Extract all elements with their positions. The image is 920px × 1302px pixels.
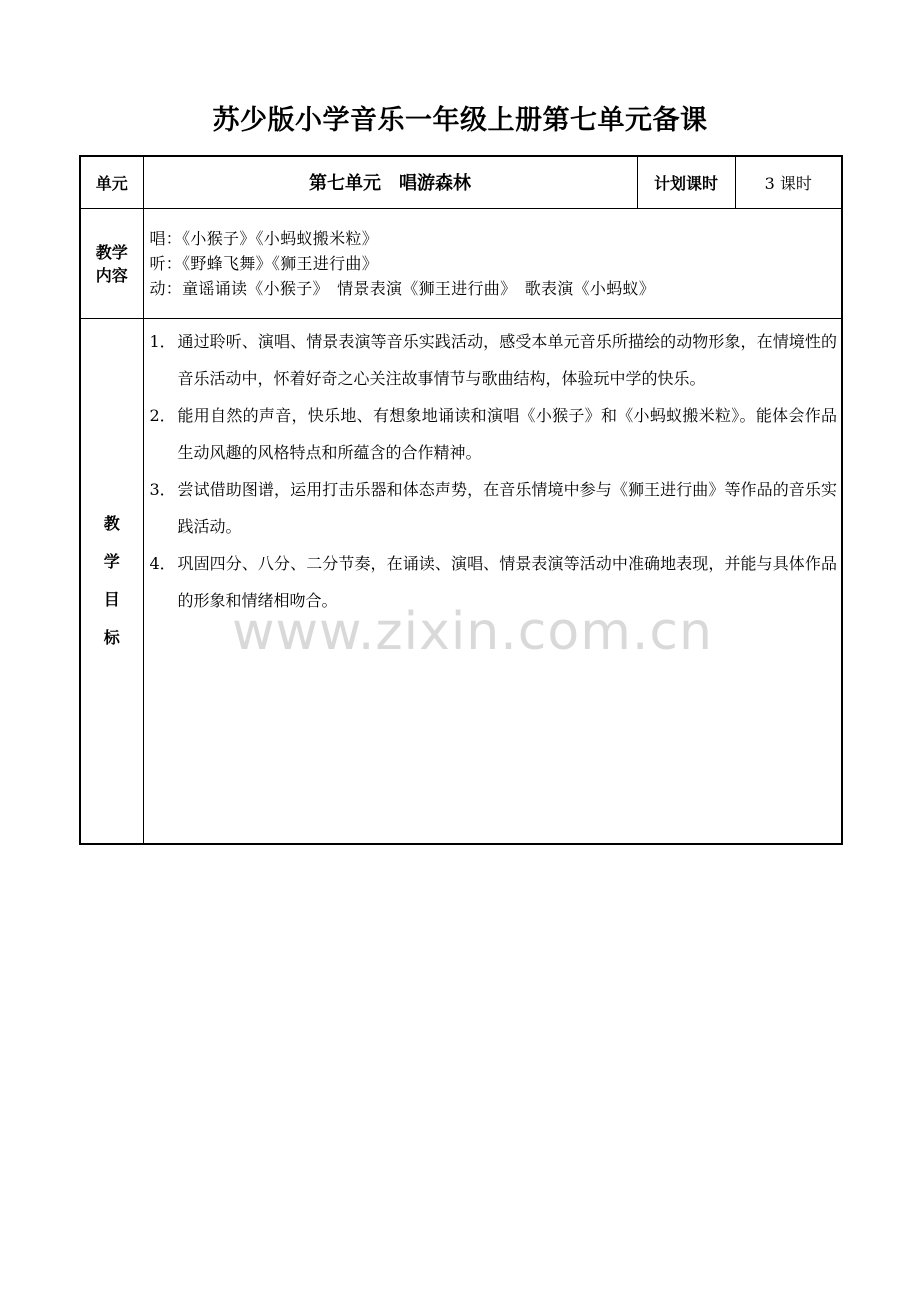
goal-item	[150, 397, 838, 471]
goals-label-char: 教	[103, 513, 120, 533]
goal-text: 能用自然的声音，快乐地、有想象地诵读和演唱《小猴子》和《小蚂蚁搬米粒》。能体会作品生动风趣的风格特点和所蕴含的合作精神。	[177, 405, 837, 462]
page-title: 苏少版小学音乐一年级上册第七单元备课	[212, 105, 708, 136]
teaching-content-row	[80, 208, 842, 318]
teaching-content-label	[80, 208, 143, 318]
teaching-goals-label	[80, 318, 143, 844]
goals-label-char: 标	[103, 627, 120, 647]
goal-number: 3．	[149, 479, 176, 499]
goal-item	[150, 471, 838, 545]
planned-hours-value: 3 课时	[735, 156, 842, 208]
unit-row	[80, 156, 842, 208]
teaching-content-body	[143, 208, 842, 318]
planned-hours-label: 计划课时	[637, 156, 735, 208]
goal-text: 巩固四分、八分、二分节奏，在诵读、演唱、情景表演等活动中准确地表现，并能与具体作品的形象和情绪相吻合。	[177, 553, 837, 610]
unit-title: 第七单元 唱游森林	[143, 156, 637, 208]
lesson-plan-table	[79, 155, 843, 845]
content-line-listen: 听：《野蜂飞舞》《狮王进行曲》	[149, 253, 379, 273]
watermark: www.zixin.com.cn	[232, 602, 713, 662]
content-line-sing: 唱：《小猴子》《小蚂蚁搬米粒》	[149, 228, 379, 248]
goal-number: 1．	[149, 331, 176, 351]
goal-text: 通过聆听、演唱、情景表演等音乐实践活动，感受本单元音乐所描绘的动物形象，在情境性的音乐活动中，怀着好奇之心关注故事情节与歌曲结构，体验玩中学的快乐。	[177, 331, 837, 388]
goal-number: 2．	[149, 405, 176, 425]
teaching-goals-row	[80, 318, 842, 844]
goals-label-char: 学	[103, 551, 120, 571]
goal-item	[150, 323, 838, 397]
teaching-content-label-line1: 教学	[95, 243, 128, 262]
teaching-content-label-line2: 内容	[95, 266, 128, 285]
teaching-goals-body	[143, 318, 842, 844]
goal-number: 4．	[149, 553, 176, 573]
unit-label: 单元	[80, 156, 143, 208]
goal-text: 尝试借助图谱，运用打击乐器和体态声势，在音乐情境中参与《狮王进行曲》等作品的音乐实践活动。	[177, 479, 837, 536]
goal-item	[150, 545, 838, 619]
content-line-move: 动：童谣诵读《小猴子》 情景表演《狮王进行曲》 歌表演《小蚂蚁》	[149, 278, 656, 298]
goals-label-char: 目	[103, 589, 120, 609]
